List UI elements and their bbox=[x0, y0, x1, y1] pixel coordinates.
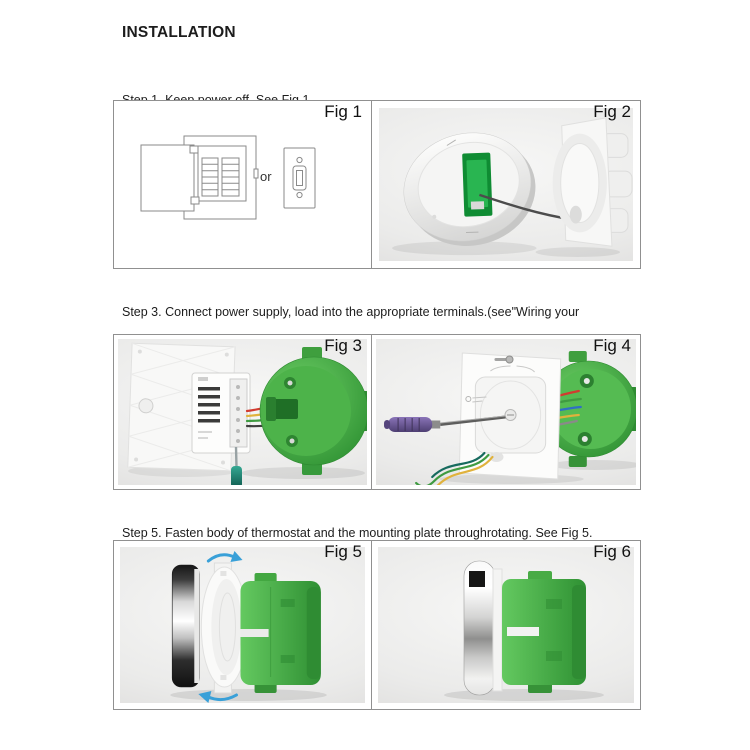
or-label: or bbox=[260, 169, 272, 184]
fig5-label: Fig 5 bbox=[324, 542, 362, 561]
pcb-window bbox=[462, 153, 492, 217]
wiring-module bbox=[192, 373, 250, 453]
thermostat-disassembly-render bbox=[379, 108, 633, 261]
rotate-fasten-render bbox=[120, 547, 365, 703]
power-off-drawing bbox=[114, 101, 371, 268]
fig3-photo bbox=[118, 339, 367, 485]
figure-panel-fig6 bbox=[371, 540, 641, 710]
thermostat-assembled-side bbox=[464, 561, 502, 695]
light-switch-drawing bbox=[284, 148, 315, 208]
fig2-photo bbox=[379, 108, 633, 261]
figure-row-2 bbox=[113, 334, 641, 490]
figure-panel-fig3 bbox=[113, 334, 372, 490]
breaker-panel-drawing bbox=[141, 136, 258, 219]
screw-fixing-render bbox=[376, 339, 636, 485]
thermostat-back-disc bbox=[391, 117, 549, 261]
fig6-photo bbox=[378, 547, 634, 703]
page-title: INSTALLATION bbox=[122, 24, 236, 41]
rotation-arrow-top bbox=[208, 551, 242, 562]
wiring-render bbox=[118, 339, 367, 485]
fig4-label: Fig 4 bbox=[593, 336, 631, 355]
wall-box bbox=[260, 347, 367, 475]
fig6-label: Fig 6 bbox=[593, 542, 631, 561]
wall-box bbox=[240, 573, 320, 693]
wall-box bbox=[502, 571, 586, 693]
panel-door-drawing bbox=[141, 145, 194, 211]
step-line: Step 5. Fasten body of thermostat and the mounting plate throughrotating. See Fig 5. bbox=[122, 526, 593, 540]
figure-panel-fig5 bbox=[113, 540, 372, 710]
figure-panel-fig2 bbox=[371, 100, 641, 269]
figure-panel-fig1 bbox=[113, 100, 372, 269]
installation-complete-render bbox=[378, 547, 634, 703]
thermostat-body-side bbox=[172, 565, 199, 687]
figure-row-1 bbox=[113, 100, 641, 269]
breaker-and-switch-drawing bbox=[114, 101, 371, 268]
figure-row-3 bbox=[113, 540, 641, 710]
fig3-label: Fig 3 bbox=[324, 336, 362, 355]
figure-panel-fig4 bbox=[371, 334, 641, 490]
fig2-label: Fig 2 bbox=[593, 102, 631, 121]
step-line: Step 3. Connect power supply, load into the appropriate terminals.(see"Wiring your bbox=[122, 305, 580, 319]
fig5-photo bbox=[120, 547, 365, 703]
fig1-label: Fig 1 bbox=[324, 102, 362, 121]
mounting-plate-side bbox=[553, 118, 632, 246]
fig4-photo bbox=[376, 339, 636, 485]
